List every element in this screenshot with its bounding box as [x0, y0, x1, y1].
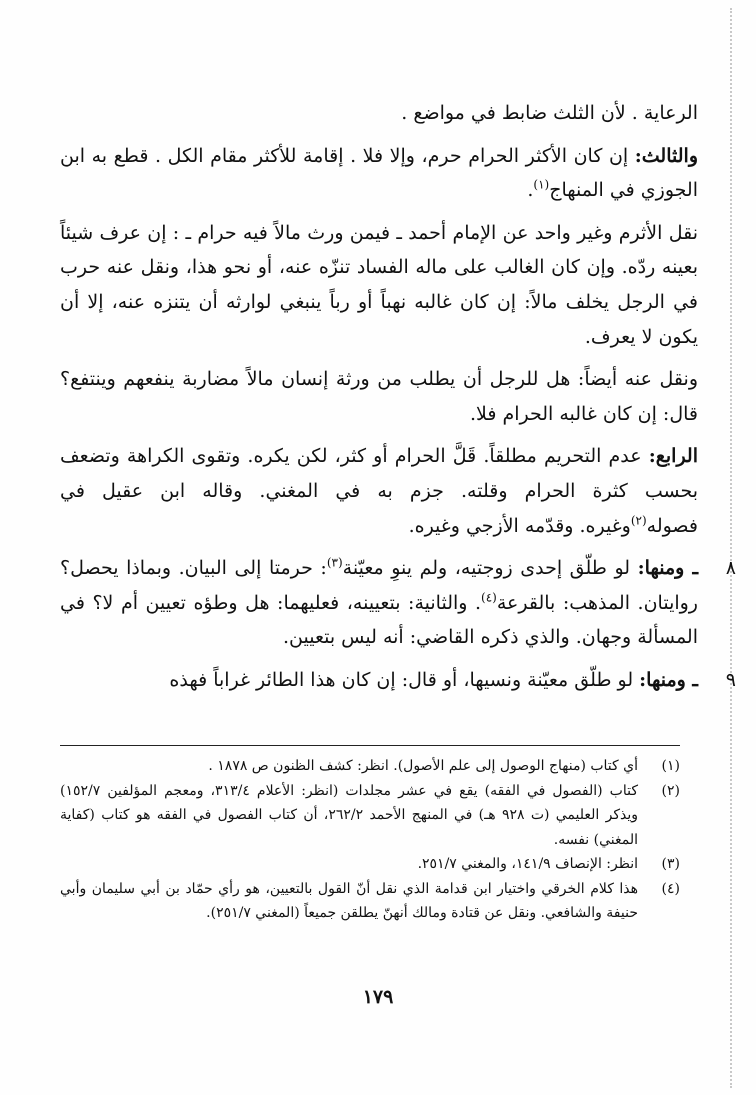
- item-number: ٩: [725, 668, 736, 691]
- footnote: (١) أي كتاب (منهاج الوصول إلى علم الأصول). انظر: كشف الظنون ص ١٨٧٨ .: [60, 754, 680, 779]
- footnote-ref[interactable]: (١): [533, 177, 550, 192]
- paragraph: الرابع: عدم التحريم مطلقاً. قَلَّ الحرام أو كثر، لكن يكره. وتقوى الكراهة وتضعف بحسب كثرة الحرام وقلته. جزم به في المغني. وقاله ابن عقيل في فصوله$^{(٢)}$وغيره. وقدّمه الأزجي وغيره.: [60, 445, 698, 537]
- page-number: ١٧٩: [362, 986, 394, 1008]
- footnote: (٣) انظر: الإنصاف ١٤١/٩، والمغني ٢٥١/٧.: [60, 852, 680, 877]
- main-text: [60, 96, 736, 698]
- footnote-number: (٣): [661, 856, 680, 872]
- paragraph: ونقل عنه أيضاً: هل للرجل أن يطلب من ورثة إنسان مالاً مضاربة ينفعهم وينتفع؟ قال: إن كان غالبه الحرام فلا.: [60, 368, 698, 425]
- footnote-number: (١): [661, 758, 680, 774]
- page-edge-dots: [728, 8, 732, 1088]
- footnote-ref[interactable]: (٢): [630, 513, 647, 528]
- footnote-number: (٤): [661, 880, 680, 897]
- item-number: ٨: [725, 557, 736, 580]
- paragraph: الرعاية . لأن الثلث ضابط في مواضع .: [401, 102, 698, 124]
- footnote-ref[interactable]: (٣): [326, 555, 343, 570]
- paragraph-label: والثالث:: [634, 144, 698, 167]
- numbered-item: ٩ ـ ومنها: لو طلّق معيّنة ونسيها، أو قال: إن كان هذا الطائر غراباً فهذه: [60, 663, 698, 698]
- footnotes: [60, 754, 680, 926]
- item-label: ـ ومنها:: [639, 668, 698, 691]
- footnote: (٤) هذا كلام الخرقي واختيار ابن قدامة الذي نقل أنّ القول بالتعيين، هو رأي حمّاد بن أبي سليمان وأبي حنيفة والشافعي. ونقل عن قتادة ومالك أنهنّ يطلقن جميعاً (المغني ٢٥١/٧).: [60, 877, 680, 926]
- paragraph-label: الرابع:: [648, 445, 698, 468]
- paragraph: نقل الأثرم وغير واحد عن الإمام أحمد ـ فيمن ورث مالاً فيه حرام ـ : إن عرف شيئاً بعينه ردّه. وإن كان الغالب على ماله الفساد تنزّه عنه، أو نحو هذا، ونقل عنه حرب في الرجل يخلف مالاً: إن كان غالبه نهباً أو رباً ينبغي لوارثه أن يتنزه عنه، إلا أن يكون لا يعرف.: [60, 221, 698, 348]
- numbered-item: ٨ ـ ومنها: لو طلّق إحدى زوجتيه، ولم ينوِ معيّنة$^{(٣)}$: حرمتا إلى البيان. وبماذا يحصل؟ روايتان. المذهب: بالقرعة$^{(٤)}$. والثانية: بتعيينه، فعليهما: هل وطؤه تعيين أم لا؟ في المسألة وجهان. والذي ذكره القاضي: أنه ليس بتعيين.: [60, 551, 698, 655]
- footnote: (٢) كتاب (الفصول في الفقه) يقع في عشر مجلدات (انظر: الأعلام ٣١٣/٤، ومعجم المؤلفين ١٥٢/٧) ويذكر العليمي (ت ٩٢٨ هـ) في المنهج الأحمد ٢٦٢/٢، أن كتاب الفصول في الفقه هو كتاب (كفاية المغني) نفسه.: [60, 779, 680, 853]
- footnote-ref[interactable]: (٤): [481, 590, 497, 605]
- paragraph: والثالث: إن كان الأكثر الحرام حرم، وإلا فلا . إقامة للأكثر مقام الكل . قطع به ابن الجوزي في المنهاج$^{(١)}$.: [60, 144, 698, 202]
- footnote-divider: [60, 745, 680, 746]
- footnote-number: (٢): [661, 782, 680, 799]
- item-label: ـ ومنها:: [637, 557, 699, 580]
